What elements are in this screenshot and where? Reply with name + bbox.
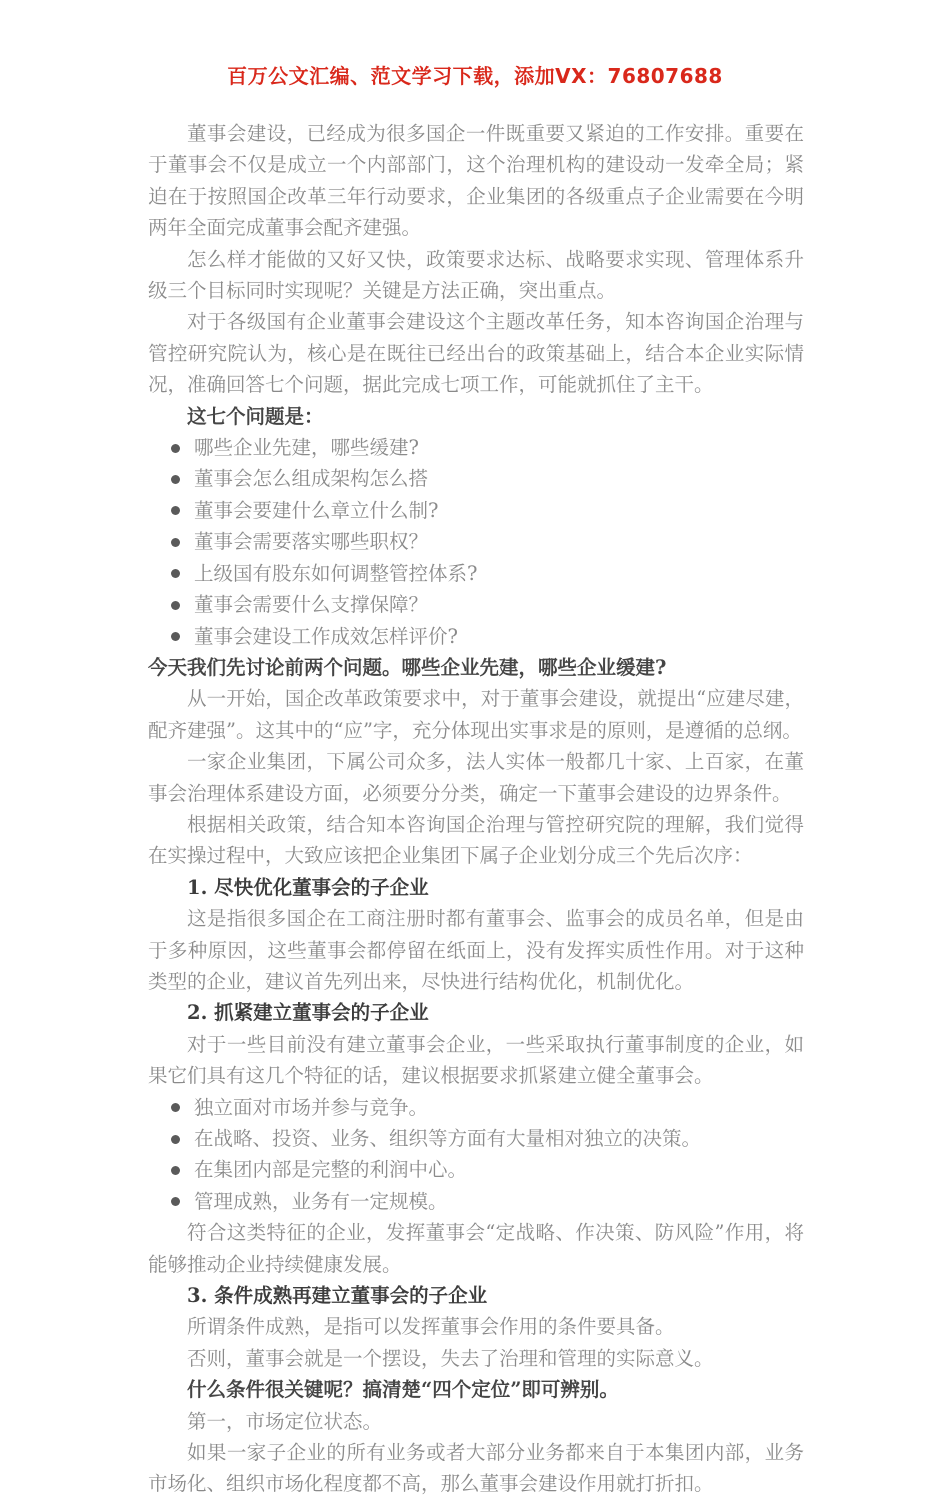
- paragraph: 如果一家子企业的所有业务或者大部分业务都来自于本集团内部，业务市场化、组织市场化程度都不高，那么董事会建设作用就打折扣。: [148, 1441, 804, 1496]
- list-item-label: 董事会建设工作成效怎样评价?: [194, 624, 458, 648]
- paragraph: 第一，市场定位状态。: [187, 1409, 383, 1433]
- list-item: [148, 1186, 804, 1217]
- numbered-heading: 2. 抓紧建立董事会的子企业: [187, 1001, 429, 1025]
- paragraph: 所谓条件成熟，是指可以发挥董事会作用的条件要具备。: [187, 1315, 675, 1339]
- list-item-label: 上级国有股东如何调整管控体系?: [194, 561, 478, 585]
- seven-questions-list: [148, 432, 804, 652]
- paragraph: 否则，董事会就是一个摆设，失去了治理和管理的实际意义。: [187, 1346, 714, 1370]
- bullet-dot-icon: [171, 632, 180, 641]
- bullet-dot-icon: [171, 444, 180, 453]
- feature-bullets-list: [148, 1092, 804, 1218]
- list-item: [148, 432, 804, 463]
- bullet-dot-icon: [171, 506, 180, 515]
- list-item: [148, 1123, 804, 1154]
- list-item: [148, 1092, 804, 1123]
- list-item-label: 管理成熟，业务有一定规模。: [194, 1189, 448, 1213]
- bullet-dot-icon: [171, 1197, 180, 1206]
- list-item-label: 董事会需要落实哪些职权？: [194, 530, 429, 554]
- paragraph: 从一开始，国企改革政策要求中，对于董事会建设，就提出“应建尽建，配齐建强”。这其中的“应”字，充分体现出实事求是的原则，是遵循的总纲。: [148, 687, 804, 742]
- paragraph: 这是指很多国企在工商注册时都有董事会、监事会的成员名单，但是由于多种原因，这些董事会都停留在纸面上，没有发挥实质性作用。对于这种类型的企业，建议首先列出来，尽快进行结构优化，机制优化。: [148, 907, 804, 993]
- list-item-label: 在集团内部是完整的利润中心。: [194, 1158, 468, 1182]
- bullet-dot-icon: [171, 1103, 180, 1112]
- numbered-heading: 1. 尽快优化董事会的子企业: [187, 875, 429, 899]
- bullet-dot-icon: [171, 601, 180, 610]
- list-item-label: 董事会需要什么支撑保障？: [194, 593, 429, 617]
- bullet-dot-icon: [171, 538, 180, 547]
- list-item-label: 在战略、投资、业务、组织等方面有大量相对独立的决策。: [194, 1127, 702, 1150]
- list-item: [148, 621, 804, 652]
- bullet-dot-icon: [171, 475, 180, 484]
- paragraph: 董事会建设，已经成为很多国企一件既重要又紧迫的工作安排。重要在于董事会不仅是成立一个内部部门，这个治理机构的建设动一发牵全局；紧迫在于按照国企改革三年行动要求，企业集团的各级重点子企业需要在今明两年全面完成董事会配齐建强。: [148, 122, 804, 240]
- bullet-dot-icon: [171, 1135, 180, 1144]
- section-heading: 今天我们先讨论前两个问题。哪些企业先建，哪些企业缓建?: [148, 655, 667, 679]
- paragraph: 符合这类特征的企业，发挥董事会“定战略、作决策、防风险”作用，将能够推动企业持续健康发展。: [148, 1221, 804, 1276]
- list-item-label: 哪些企业先建，哪些缓建?: [194, 436, 419, 460]
- paragraph: 怎么样才能做的又好又快，政策要求达标、战略要求实现、管理体系升级三个目标同时实现呢？关键是方法正确，突出重点。: [148, 247, 804, 303]
- promo-header-text: 百万公文汇编、范文学习下载，添加VX：76807688: [227, 64, 723, 88]
- section-heading: 这七个问题是：: [187, 404, 324, 428]
- paragraph: 对于一些目前没有建立董事会企业，一些采取执行董事制度的企业，如果它们具有这几个特征的话，建议根据要求抓紧建立健全董事会。: [148, 1032, 804, 1088]
- list-item: [148, 495, 804, 526]
- paragraph: 一家企业集团，下属公司众多，法人实体一般都几十家、上百家，在董事会治理体系建设方面，必须要分分类，确定一下董事会建设的边界条件。: [148, 750, 804, 805]
- list-item-label: 独立面对市场并参与竞争。: [194, 1095, 429, 1119]
- list-item: [148, 463, 804, 494]
- list-item-label: 董事会怎么组成架构怎么搭: [194, 467, 429, 491]
- paragraph: 根据相关政策，结合知本咨询国企治理与管控研究院的理解，我们觉得在实操过程中，大致应该把企业集团下属子企业划分成三个先后次序：: [148, 812, 804, 868]
- document-body: [148, 118, 804, 1500]
- section-heading: 什么条件很关键呢？搞清楚“四个定位”即可辨别。: [187, 1378, 619, 1402]
- bullet-dot-icon: [171, 569, 180, 578]
- paragraph: 对于各级国有企业董事会建设这个主题改革任务，知本咨询国企治理与管控研究院认为，核心是在既往已经出台的政策基础上，结合本企业实际情况，准确回答七个问题，据此完成七项工作，可能就抓住了主干。: [148, 310, 804, 397]
- list-item: [148, 526, 804, 557]
- list-item: [148, 1154, 804, 1185]
- list-item: [148, 589, 804, 620]
- numbered-heading: 3. 条件成熟再建立董事会的子企业: [187, 1284, 488, 1308]
- list-item-label: 董事会要建什么章立什么制?: [194, 498, 439, 522]
- bullet-dot-icon: [171, 1166, 180, 1175]
- list-item: [148, 558, 804, 589]
